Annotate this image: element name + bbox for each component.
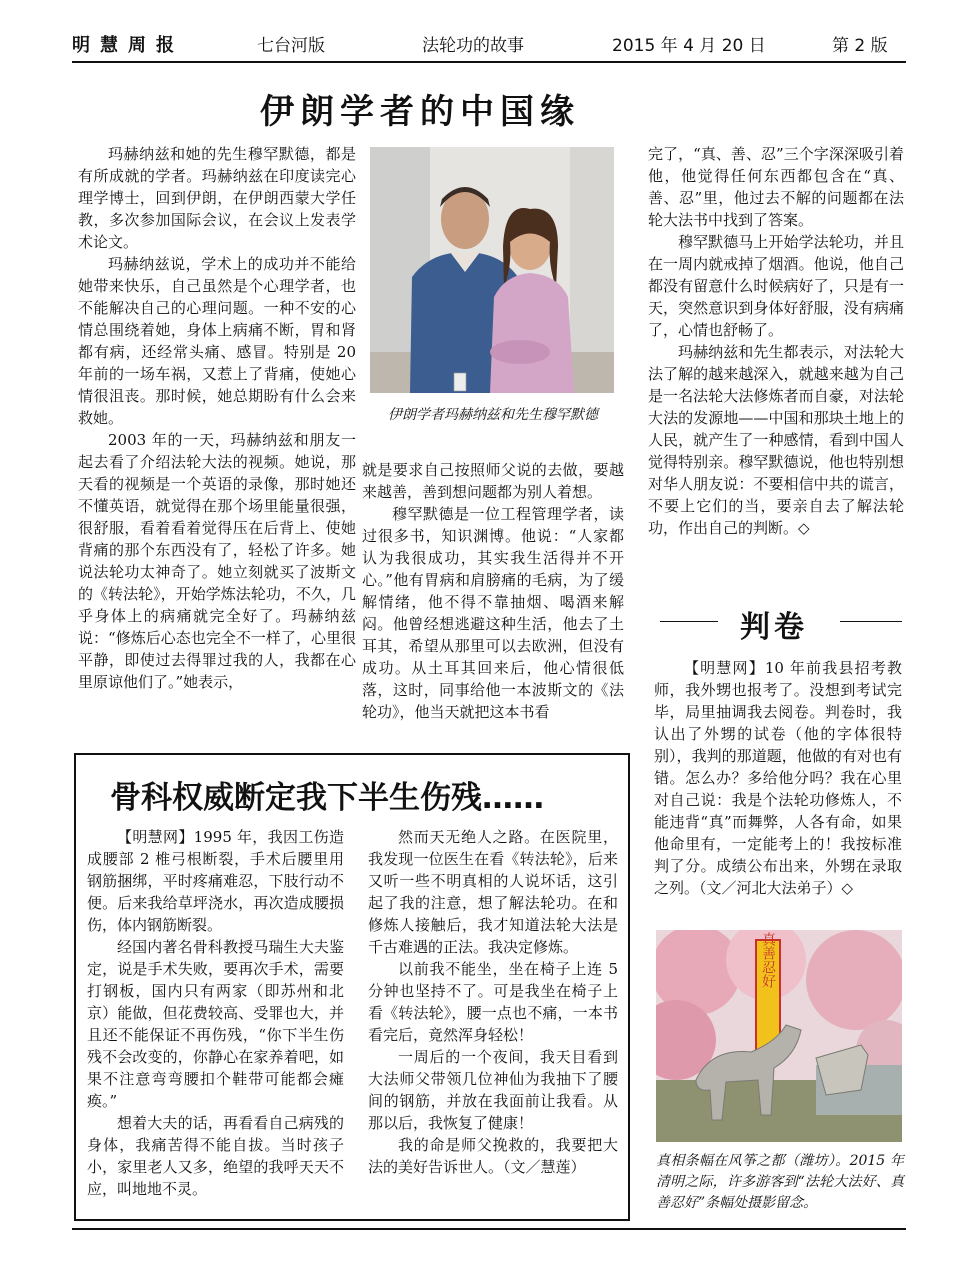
paragraph: 经国内著名骨科教授马瑞生大夫鉴定，说是手术失败，要再次手术，需要打钢板，国内只有两家（即苏州和北京）能做，但花费较高、受罪也大，并且还不能保证不再伤残，“你下半生伤残不会改变的，你静心在家养着吧，如果不注意弯弯腰扣个鞋带可能都会瘫痪。”	[87, 938, 344, 1110]
photo-caption: 真相条幅在风筝之都（潍坊）。2015 年清明之际，许多游客到“法轮大法好、真善忍好”条幅处摄影留念。	[656, 1153, 904, 1211]
banner-text: 真善忍好	[760, 932, 776, 988]
section-label: 法轮功的故事	[422, 36, 524, 56]
title-rule	[660, 621, 718, 622]
article-column	[87, 826, 344, 1200]
paragraph: 穆罕默德马上开始学法轮功，并且在一周内就戒掉了烟酒。他说，他自己都没有留意什么时候病好了，只是有一天，突然意识到身体好舒服，没有病痛了，心情也舒畅了。	[648, 233, 904, 339]
paragraph: 穆罕默德是一位工程管理学者，读过很多书，知识渊博。他说：“人家都认为我很成功，其实我生活得并不开心。”他有胃病和肩膀痛的毛病，为了缓解情绪，他不得不靠抽烟、喝酒来解闷。他曾经想逃避这种生活，他去了土耳其，希望从那里可以去欧洲，但没有成功。从土耳其回来后，他心情很低落，这时，同事给他一本波斯文的《法轮功》，他当天就把这本书看	[362, 505, 624, 721]
article-column	[362, 459, 624, 723]
article-title: 伊朗学者的中国缘	[260, 92, 580, 132]
article-title: 骨科权威断定我下半生伤残……	[110, 780, 544, 816]
paragraph: 2003 年的一天，玛赫纳兹和朋友一起去看了介绍法轮大法的视频。她说，那天看的视频是一个英语的录像，那时她还不懂英语，就觉得在那个场里能量很强，很舒服，看着看着觉得压在后背上、使她背痛的那个东西没有了，轻松了许多。她说法轮功太神奇了。她立刻就买了波斯文的《转法轮》，开始学炼法轮功，不久，几乎身体上的病痛就完全好了。玛赫纳兹说：“修炼后心态也完全不一样了，心里很平静，即使过去得罪过我的人，我都在心里原谅他们了。”她表示，	[78, 431, 356, 691]
paragraph: 玛赫纳兹说，学术上的成功并不能给她带来快乐，自己虽然是个心理学者，也不能解决自己的心理问题。一种不安的心情总围绕着她，身体上病痛不断，胃和肾都有病，还经常头痛、感冒。特别是 20 年前的一场车祸，又惹上了背痛，使她心情很沮丧。那时候，她总期盼有什么会来救她。	[78, 255, 356, 427]
edition-label: 七台河版	[257, 36, 325, 56]
footer-rule	[72, 1228, 906, 1230]
photo-caption: 伊朗学者玛赫纳兹和先生穆罕默德	[388, 407, 598, 423]
couple-photo	[370, 147, 614, 393]
masthead-rule	[72, 61, 906, 63]
page-number: 第 2 版	[832, 36, 888, 56]
paragraph: 完了，“真、善、忍”三个字深深吸引着他，他觉得任何东西都包含在“真、善、忍”里，他过去不解的问题都在法轮大法书中找到了答案。	[648, 145, 904, 229]
paragraph: 【明慧网】1995 年，我因工伤造成腰部 2 椎弓根断裂，手术后腰里用钢筋捆绑，平时疼痛难忍，下肢行动不便。后来我给草坪浇水，再次造成腰损伤，体内钢筋断裂。	[87, 828, 344, 934]
newspaper-name: 明慧周报	[72, 35, 184, 56]
article-title: 判卷	[740, 610, 808, 645]
article-column	[78, 143, 356, 693]
title-rule	[840, 621, 902, 622]
paragraph: 玛赫纳兹和她的先生穆罕默德，都是有所成就的学者。玛赫纳兹在印度读完心理学博士，回到伊朗，在伊朗西蒙大学任教，多次参加国际会议，在会议上发表学术论文。	[78, 145, 356, 251]
article-column	[648, 143, 904, 539]
paragraph: 想着大夫的话，再看看自己病残的身体，我痛苦得不能自拔。当时孩子小，家里老人又多，绝望的我呼天天不应，叫地地不灵。	[87, 1114, 344, 1198]
article-column	[654, 657, 902, 899]
masthead	[72, 34, 906, 60]
paragraph: 然而天无绝人之路。在医院里，我发现一位医生在看《转法轮》，后来又听一些不明真相的人说坏话，这引起了我的注意，想了解法轮功。在和修炼人接触后，我才知道法轮大法是千古难遇的正法。我决定修炼。	[368, 828, 618, 956]
paragraph: 【明慧网】10 年前我县招考教师，我外甥也报考了。没想到考试完毕，局里抽调我去阅卷。判卷时，我认出了外甥的试卷（他的字体很特别），我判的那道题，他做的有对也有错。怎么办？多给他分吗？我在心里对自己说：我是个法轮功修炼人，不能违背“真”而舞弊，人各有命，如果他命里有，一定能考上的！我按标准判了分。成绩公布出来，外甥在录取之列。（文／河北大法弟子）◇	[654, 659, 902, 897]
paragraph: 我的命是师父挽救的，我要把大法的美好告诉世人。（文／慧莲）	[368, 1136, 618, 1176]
banner-photo	[656, 930, 902, 1142]
issue-date: 2015 年 4 月 20 日	[612, 36, 766, 56]
paragraph: 一周后的一个夜间，我天目看到大法师父带领几位神仙为我抽下了腰间的钢筋，并放在我面前让我看。从那以后，我恢复了健康！	[368, 1048, 618, 1132]
paragraph: 玛赫纳兹和先生都表示，对法轮大法了解的越来越深入，就越来越为自己是一名法轮大法修炼者而自豪，对法轮大法的发源地——中国和那块土地上的人民，就产生了一种感情，看到中国人觉得特别亲。穆罕默德说，他也特别想对华人朋友说：不要相信中共的谎言，不要上它们的当，要亲自去了解法轮功，作出自己的判断。◇	[648, 343, 904, 537]
paragraph: 就是要求自己按照师父说的去做，要越来越善，善到想问题都为别人着想。	[362, 461, 624, 501]
article-column	[368, 826, 618, 1178]
paragraph: 以前我不能坐，坐在椅子上连 5 分钟也坚持不了。可是我坐在椅子上看《转法轮》，腰一点也不痛，一本书看完后，竟然浑身轻松！	[368, 960, 618, 1044]
